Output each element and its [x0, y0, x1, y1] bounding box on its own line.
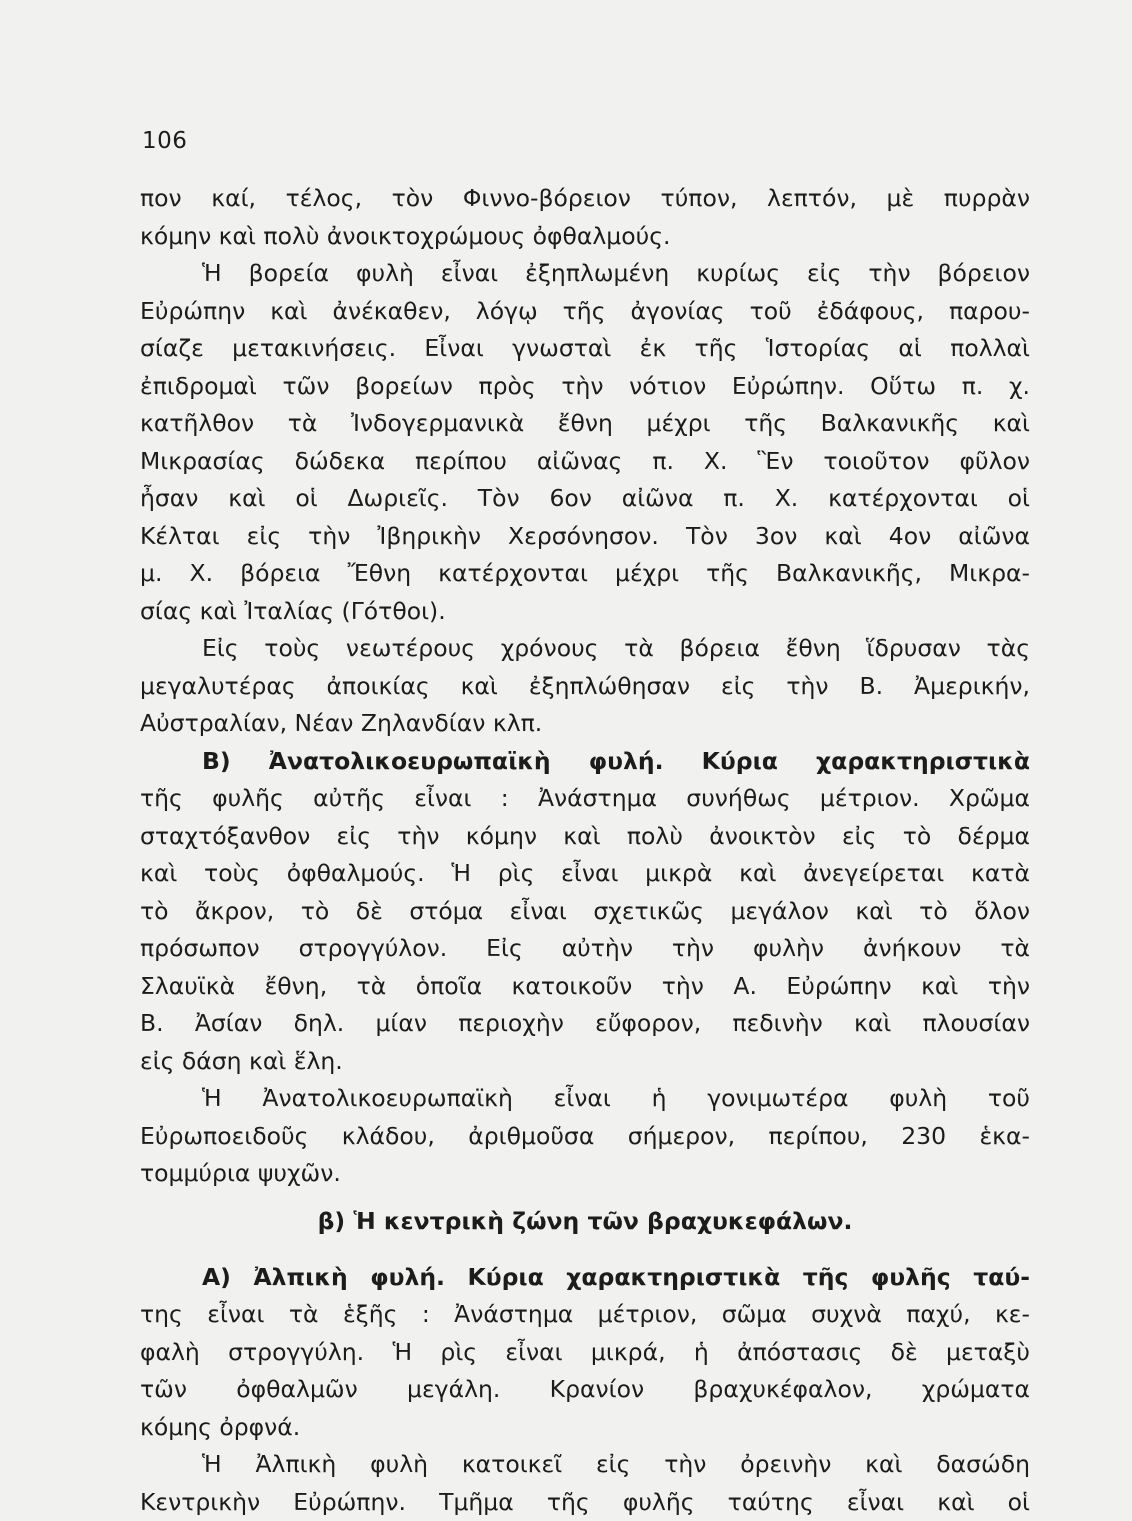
paragraph-start-line: Ἡ βορεία φυλὴ εἶναι ἐξηπλωμένη κυρίως εἰς τὴν βόρειον — [140, 255, 1030, 293]
text-line: μεγαλυτέρας ἀποικίας καὶ ἐξηπλώθησαν εἰς τὴν Β. Ἀμερικήν, — [140, 668, 1030, 706]
text-line: Β. Ἀσίαν δηλ. μίαν περιοχὴν εὔφορον, πεδινὴν καὶ πλουσίαν — [140, 1005, 1030, 1043]
text-line: ἐπιδρομαὶ τῶν βορείων πρὸς τὴν νότιον Εὐρώπην. Οὕτω π. χ. — [140, 368, 1030, 406]
text-line: εἰς δάση καὶ ἕλη. — [140, 1043, 1030, 1081]
text-line: κόμης ὀρφνά. — [140, 1409, 1030, 1447]
paragraph-start-line: Ἡ Ἀνατολικοευρωπαϊκὴ εἶναι ἡ γονιμωτέρα φυλὴ τοῦ — [140, 1080, 1030, 1118]
text-line: μ. Χ. βόρεια Ἔθνη κατέρχονται μέχρι τῆς Βαλκανικῆς, Μικρα- — [140, 555, 1030, 593]
text-line: κόμην καὶ πολὺ ἀνοικτοχρώμους ὀφθαλμούς. — [140, 218, 1030, 256]
body-text — [140, 180, 1030, 1521]
text-line: της εἶναι τὰ ἑξῆς : Ἀνάστημα μέτριον, σῶμα συχνὰ παχύ, κε- — [140, 1296, 1030, 1334]
text-line: φαλὴ στρογγύλη. Ἡ ρὶς εἶναι μικρά, ἡ ἀπόστασις δὲ μεταξὺ — [140, 1334, 1030, 1372]
text-line: Αὐστραλίαν, Νέαν Ζηλανδίαν κλπ. — [140, 705, 1030, 743]
text-line: τῆς φυλῆς αὐτῆς εἶναι : Ἀνάστημα συνήθως μέτριον. Χρῶμα — [140, 780, 1030, 818]
text-line: Κέλται εἰς τὴν Ἰβηρικὴν Χερσόνησον. Τὸν 3ον καὶ 4ον αἰῶνα — [140, 518, 1030, 556]
section-heading-line: Β) Ἀνατολικοευρωπαϊκὴ φυλή. Κύρια χαρακτηριστικὰ — [140, 743, 1030, 781]
paragraph-start-line: Εἰς τοὺς νεωτέρους χρόνους τὰ βόρεια ἔθνη ἵδρυσαν τὰς — [140, 630, 1030, 668]
text-line: κατῆλθον τὰ Ἰνδογερμανικὰ ἔθνη μέχρι τῆς Βαλκανικῆς καὶ — [140, 405, 1030, 443]
text-line: Κεντρικὴν Εὐρώπην. Τμῆμα τῆς φυλῆς ταύτης εἶναι καὶ οἱ — [140, 1484, 1030, 1521]
text-line: Εὐρωποειδοῦς κλάδου, ἀριθμοῦσα σήμερον, περίπου, 230 ἑκα- — [140, 1118, 1030, 1156]
page-number: 106 — [142, 128, 187, 154]
text-line: σίας καὶ Ἰταλίας (Γότθοι). — [140, 593, 1030, 631]
text-line: Σλαυϊκὰ ἔθνη, τὰ ὁποῖα κατοικοῦν τὴν Α. Εὐρώπην καὶ τὴν — [140, 968, 1030, 1006]
paragraph-start-line: Ἡ Ἀλπικὴ φυλὴ κατοικεῖ εἰς τὴν ὀρεινὴν καὶ δασώδη — [140, 1446, 1030, 1484]
text-line: πρόσωπον στρογγύλον. Εἰς αὐτὴν τὴν φυλὴν ἀνήκουν τὰ — [140, 930, 1030, 968]
text-line: πον καί, τέλος, τὸν Φιννο-βόρειον τύπον, λεπτόν, μὲ πυρρὰν — [140, 180, 1030, 218]
text-line: σταχτόξανθον εἰς τὴν κόμην καὶ πολὺ ἀνοικτὸν εἰς τὸ δέρμα — [140, 818, 1030, 856]
section-heading-line: Α) Ἀλπικὴ φυλή. Κύρια χαρακτηριστικὰ τῆς φυλῆς ταύ- — [140, 1259, 1030, 1297]
text-line: τὸ ἄκρον, τὸ δὲ στόμα εἶναι σχετικῶς μεγάλον καὶ τὸ ὅλον — [140, 893, 1030, 931]
heading-spacer — [140, 1245, 1030, 1259]
text-line: τομμύρια ψυχῶν. — [140, 1155, 1030, 1193]
subsection-heading: β) Ἡ κεντρικὴ ζώνη τῶν βραχυκεφάλων. — [140, 1193, 1030, 1245]
text-line: ἦσαν καὶ οἱ Δωριεῖς. Τὸν 6ον αἰῶνα π. Χ. κατέρχονται οἱ — [140, 480, 1030, 518]
text-line: Εὐρώπην καὶ ἀνέκαθεν, λόγῳ τῆς ἀγονίας τοῦ ἐδάφους, παρου- — [140, 293, 1030, 331]
text-line: τῶν ὀφθαλμῶν μεγάλη. Κρανίον βραχυκέφαλον, χρώματα — [140, 1371, 1030, 1409]
text-line: σίαζε μετακινήσεις. Εἶναι γνωσταὶ ἐκ τῆς Ἱστορίας αἱ πολλαὶ — [140, 330, 1030, 368]
text-line: καὶ τοὺς ὀφθαλμούς. Ἡ ρὶς εἶναι μικρὰ καὶ ἀνεγείρεται κατὰ — [140, 855, 1030, 893]
text-line: Μικρασίας δώδεκα περίπου αἰῶνας π. Χ. Ἓν τοιοῦτον φῦλον — [140, 443, 1030, 481]
